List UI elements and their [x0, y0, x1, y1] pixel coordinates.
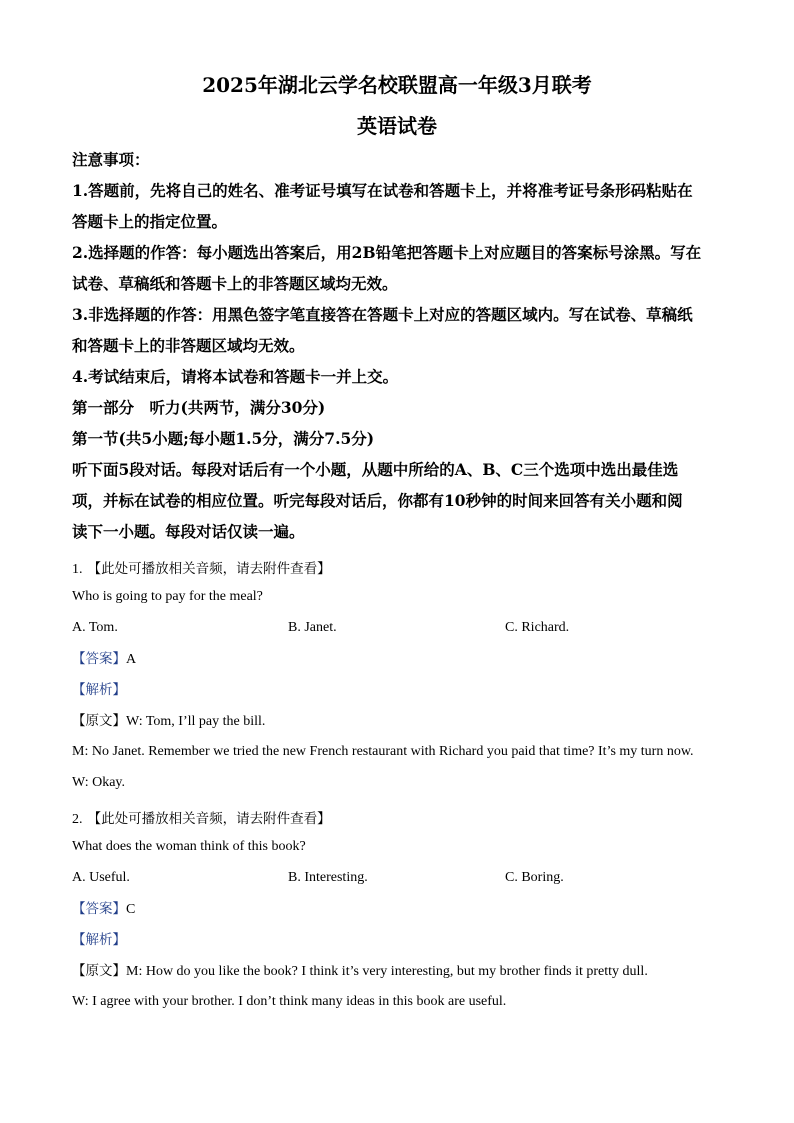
question-2-audio-note [72, 807, 331, 828]
audio-note: 【此处可播放相关音频，请去附件查看】 [87, 561, 331, 577]
question-1-option-c: C. Richard. [505, 620, 570, 635]
question-1-analysis-label: 【解析】 [72, 682, 126, 698]
instruction-line-3: 2.选择题的作答：每小题选出答案后，用2B铅笔把答题卡上对应题目的答案标号涂黑。写在 [72, 243, 702, 262]
directions-line-1: 听下面5段对话。每段对话后有一个小题，从题中所给的A、B、C三个选项中选出最佳选 [72, 460, 679, 479]
question-number: 2. [72, 812, 83, 827]
question-1-transcript [72, 712, 265, 731]
question-1-answer [72, 650, 136, 669]
audio-note: 【此处可播放相关音频，请去附件查看】 [87, 811, 331, 827]
answer-label: 【答案】 [72, 651, 126, 667]
part1-heading: 第一部分 听力(共两节，满分30分) [72, 398, 326, 417]
instruction-line-5: 3.非选择题的作答：用黑色签字笔直接答在答题卡上对应的答题区域内。写在试卷、草稿纸 [72, 305, 693, 324]
question-2-option-c: C. Boring. [505, 870, 564, 885]
transcript-line: M: How do you like the book? I think it’s very interesting, but my brother finds it pretty dull. [126, 964, 648, 979]
question-1-text: Who is going to pay for the meal? [72, 589, 263, 604]
question-2-analysis-label: 【解析】 [72, 932, 126, 948]
question-2-transcript [72, 962, 648, 981]
transcript-label: 【原文】 [72, 963, 126, 979]
instruction-line-7: 4.考试结束后，请将本试卷和答题卡一并上交。 [72, 367, 399, 386]
question-1-transcript-line-2: M: No Janet. Remember we tried the new French restaurant with Richard you paid that time? It’s my turn now. [72, 744, 694, 759]
instruction-line-4: 试卷、草稿纸和答题卡上的非答题区域均无效。 [72, 274, 398, 293]
question-number: 1. [72, 562, 83, 577]
exam-title: 2025年湖北云学名校联盟高一年级3月联考 [202, 73, 592, 97]
transcript-line: W: Tom, I’ll pay the bill. [126, 714, 266, 729]
answer-value: A [126, 652, 137, 667]
instructions-heading: 注意事项： [72, 150, 150, 169]
question-2-transcript-line-2: W: I agree with your brother. I don’t think many ideas in this book are useful. [72, 994, 507, 1009]
question-2-option-b: B. Interesting. [288, 870, 368, 885]
transcript-label: 【原文】 [72, 713, 126, 729]
question-2-answer [72, 900, 135, 919]
question-2-text: What does the woman think of this book? [72, 839, 306, 854]
answer-label: 【答案】 [72, 901, 126, 917]
exam-subtitle: 英语试卷 [357, 114, 437, 138]
instruction-line-6: 和答题卡上的非答题区域均无效。 [72, 336, 305, 355]
directions-line-3: 读下一小题。每段对话仅读一遍。 [72, 522, 305, 541]
question-1-option-a: A. Tom. [72, 620, 118, 635]
instruction-line-2: 答题卡上的指定位置。 [72, 212, 228, 231]
instruction-line-1: 1.答题前，先将自己的姓名、准考证号填写在试卷和答题卡上，并将准考证号条形码粘贴在 [72, 181, 693, 200]
directions-line-2: 项，并标在试卷的相应位置。听完每段对话后，你都有10秒钟的时间来回答有关小题和阅 [72, 491, 683, 510]
question-2-option-a: A. Useful. [72, 870, 130, 885]
question-1-option-b: B. Janet. [288, 620, 337, 635]
answer-value: C [126, 902, 136, 917]
question-1-transcript-line-3: W: Okay. [72, 775, 125, 790]
section1-heading: 第一节(共5小题;每小题1.5分，满分7.5分) [72, 429, 375, 448]
question-1-audio-note [72, 557, 331, 578]
